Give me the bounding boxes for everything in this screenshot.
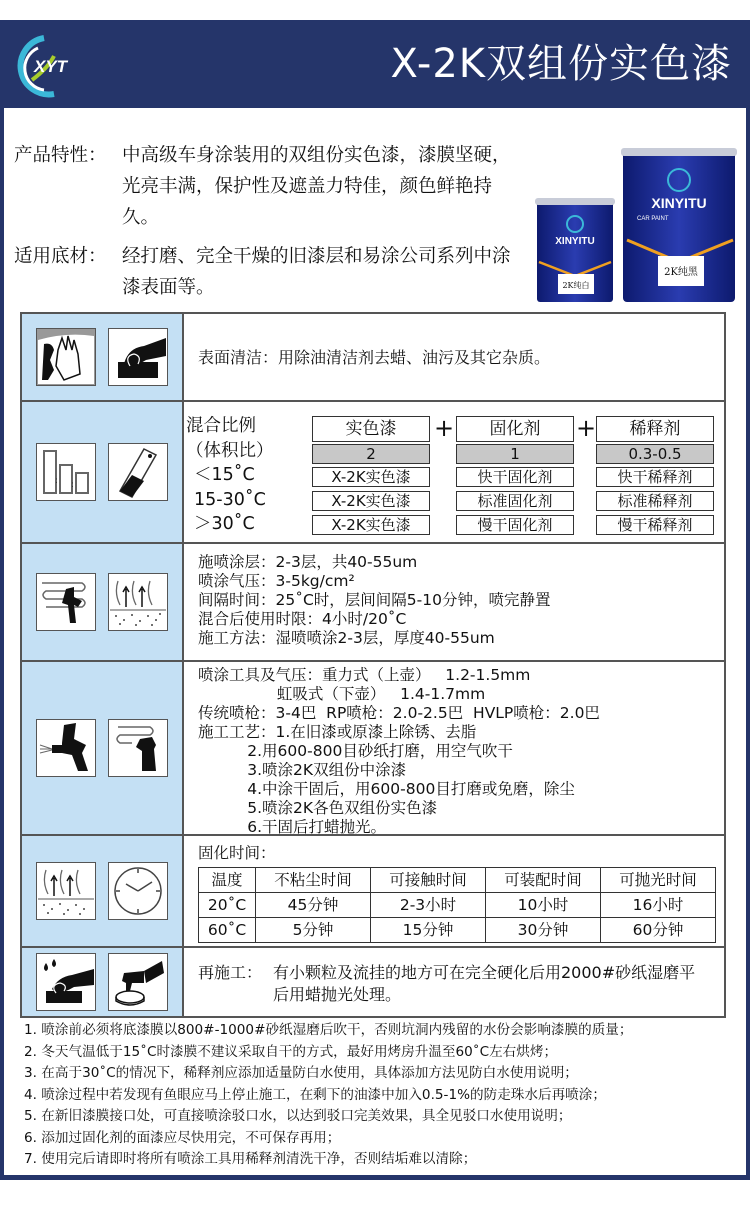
note-item: 5. 在新旧漆膜接口处，可直接喷涂驳口水，以达到驳口完美效果，具全见驳口水使用说明； bbox=[24, 1108, 572, 1124]
gravity-gun-spec: 喷涂工具及气压：重力式（上壶） 1.2-1.5mm bbox=[198, 666, 531, 684]
note-item: 1. 喷涂前必须将底漆膜以800#-1000#砂纸湿磨后吹干，否则坑洞内残留的水份会影响漆膜的质量； bbox=[24, 1022, 633, 1038]
table-cell: 5分钟 bbox=[256, 918, 371, 943]
note-item: 7. 使用完后请即时将所有喷涂工具用稀释剂清洗干净，否则结垢难以清除； bbox=[24, 1151, 477, 1167]
wet-sanding-icon bbox=[36, 953, 96, 1011]
brand-logo bbox=[14, 34, 84, 98]
tools-details bbox=[184, 662, 724, 834]
table-cell: 60分钟 bbox=[601, 918, 716, 943]
temp-mid-label: 15-30˚C bbox=[194, 489, 266, 510]
svg-text:2K纯黑: 2K纯黑 bbox=[664, 267, 698, 278]
note-item: 3. 在高于30˚C的情况下，稀释剂应添加适量防白水使用，具体添加方法见防白水使用说明； bbox=[24, 1065, 578, 1081]
table-cell: 2-3小时 bbox=[371, 893, 486, 918]
table-cell: 16小时 bbox=[601, 893, 716, 918]
mix-header: 稀释剂 bbox=[596, 416, 714, 442]
mixing-ratio bbox=[184, 402, 724, 542]
mix-cell: X-2K实色漆 bbox=[312, 515, 430, 535]
process-step: 3.喷涂2K双组份中涂漆 bbox=[198, 761, 407, 779]
svg-text:XYT: XYT bbox=[34, 57, 68, 76]
mix-ratio-label: 混合比例 bbox=[186, 416, 256, 436]
header bbox=[0, 20, 750, 108]
process-step: 6.干固后打蜡抛光。 bbox=[198, 818, 387, 836]
svg-text::: : bbox=[55, 476, 59, 486]
product-intro bbox=[14, 140, 514, 311]
substrate-row bbox=[14, 241, 514, 303]
table-cell: 15分钟 bbox=[371, 918, 486, 943]
curing-info bbox=[184, 836, 730, 946]
drying-heat-icon bbox=[36, 862, 96, 920]
svg-text:CAR PAINT: CAR PAINT bbox=[637, 216, 669, 222]
header-cell: 可装配时间 bbox=[486, 868, 601, 893]
mix-header: 固化剂 bbox=[456, 416, 574, 442]
table-cell: 45分钟 bbox=[256, 893, 371, 918]
volume-ratio-label: （体积比） bbox=[186, 440, 274, 461]
mix-ratio-value: 0.3-0.5 bbox=[596, 444, 714, 464]
mix-cell: X-2K实色漆 bbox=[312, 491, 430, 511]
section-cleaning bbox=[22, 314, 724, 402]
section-spraying bbox=[22, 544, 724, 662]
process-step: 4.中涂干固后，用600-800目打磨或免磨，除尘 bbox=[198, 780, 575, 798]
features-label: 产品特性： bbox=[14, 145, 107, 166]
rework-row bbox=[198, 962, 710, 1006]
temp-high-label: ＞30˚C bbox=[194, 514, 255, 534]
polishing-icon bbox=[108, 953, 168, 1011]
mix-cell: 标准稀释剂 bbox=[596, 491, 714, 511]
mix-cell: 快干稀释剂 bbox=[596, 467, 714, 487]
process-step: 施工工艺：1.在旧漆或原漆上除锈、去脂 bbox=[198, 723, 477, 741]
clock-icon bbox=[108, 862, 168, 920]
rework-info bbox=[184, 948, 724, 1016]
page-title: X-2K双组份实色漆 bbox=[390, 41, 732, 87]
table-cell: 20˚C bbox=[199, 893, 256, 918]
rework-icons bbox=[22, 948, 184, 1016]
spray-gun-layers-icon bbox=[36, 573, 96, 631]
note-item: 6. 添加过固化剂的面漆应尽快用完，不可保存再用； bbox=[24, 1129, 341, 1146]
mix-ratio-value: 1 bbox=[456, 444, 574, 464]
interval-time: 间隔时间：25˚C时，层间间隔5-10分钟，喷完静置 bbox=[198, 591, 551, 609]
mix-cell: X-2K实色漆 bbox=[312, 467, 430, 487]
header-cell: 温度 bbox=[199, 868, 256, 893]
mixing-labels bbox=[186, 414, 274, 537]
header-cell: 可抛光时间 bbox=[601, 868, 716, 893]
application-method: 施工方法：湿喷喷涂2-3层，厚度40-55um bbox=[198, 629, 495, 647]
ratio-bars-icon bbox=[36, 443, 96, 501]
section-rework bbox=[22, 948, 724, 1016]
mix-column-paint bbox=[312, 416, 430, 539]
cleaning-icons bbox=[22, 314, 184, 400]
features-row bbox=[14, 140, 514, 233]
spraying-icons bbox=[22, 544, 184, 660]
mix-cell: 标准固化剂 bbox=[456, 491, 574, 511]
svg-text:2K纯白: 2K纯白 bbox=[562, 281, 590, 290]
plus-sign: + bbox=[576, 414, 597, 442]
table-cell: 30分钟 bbox=[486, 918, 601, 943]
table-row bbox=[199, 893, 716, 918]
spraying-details bbox=[184, 544, 724, 660]
mix-cell: 快干固化剂 bbox=[456, 467, 574, 487]
table-cell: 10小时 bbox=[486, 893, 601, 918]
curing-header-row bbox=[199, 868, 716, 893]
svg-text:XINYITU: XINYITU bbox=[555, 236, 595, 247]
curing-title: 固化时间： bbox=[198, 844, 276, 862]
header-cell: 可接触时间 bbox=[371, 868, 486, 893]
mix-column-hardener bbox=[456, 416, 574, 539]
hand-sponge-icon bbox=[108, 328, 168, 386]
substrate-text: 经打磨、完全干燥的旧漆层和易涂公司系列中涂漆表面等。 bbox=[122, 246, 511, 298]
mix-cell: 慢干固化剂 bbox=[456, 515, 574, 535]
product-image bbox=[525, 140, 740, 305]
aerosol-can-icon bbox=[108, 719, 168, 777]
mixing-stick-icon bbox=[108, 443, 168, 501]
note-item: 2. 冬天气温低于15˚C时漆膜不建议采取自干的方式，最好用烤房升温至60˚C左右烘烤； bbox=[24, 1043, 558, 1060]
temp-low-label: ＜15˚C bbox=[194, 465, 255, 485]
coat-layers: 施喷涂层：2-3层，共40-55um bbox=[198, 553, 418, 571]
plus-sign: + bbox=[434, 414, 455, 442]
rework-text: 有小颗粒及流挂的地方可在完全硬化后用2000#砂纸湿磨平后用蜡抛光处理。 bbox=[273, 963, 696, 1004]
process-step: 2.用600-800目砂纸打磨，用空气吹干 bbox=[198, 742, 513, 760]
mixing-icons bbox=[22, 402, 184, 542]
spray-gun-icon bbox=[36, 719, 96, 777]
svg-text:XINYITU: XINYITU bbox=[651, 195, 707, 211]
evaporation-icon bbox=[108, 573, 168, 631]
section-mixing bbox=[22, 402, 724, 544]
mix-column-thinner bbox=[596, 416, 714, 539]
rework-label: 再施工： bbox=[198, 963, 263, 982]
features-text: 中高级车身涂装用的双组份实色漆，漆膜坚硬，光亮丰满，保护性及遮盖力特佳，颜色鲜艳持久。 bbox=[122, 145, 511, 228]
substrate-label: 适用底材： bbox=[14, 246, 107, 267]
notes-list bbox=[24, 1020, 734, 1171]
table-cell: 60˚C bbox=[199, 918, 256, 943]
cleaning-text: 表面清洁：用除油清洁剂去蜡、油污及其它杂质。 bbox=[198, 347, 551, 367]
svg-text::: : bbox=[71, 480, 75, 490]
spray-pressure: 喷涂气压：3-5kg/cm² bbox=[198, 572, 355, 590]
wipe-surface-icon bbox=[36, 328, 96, 386]
curing-table bbox=[198, 867, 716, 943]
siphon-gun-spec: 虹吸式（下壶） 1.4-1.7mm bbox=[198, 685, 486, 703]
mix-ratio-value: 2 bbox=[312, 444, 430, 464]
table-row bbox=[199, 918, 716, 943]
mix-cell: 慢干稀释剂 bbox=[596, 515, 714, 535]
header-cell: 不粘尘时间 bbox=[256, 868, 371, 893]
pot-life: 混合后使用时限：4小时/20˚C bbox=[198, 610, 407, 628]
tools-icons bbox=[22, 662, 184, 834]
process-step: 5.喷涂2K各色双组份实色漆 bbox=[198, 799, 438, 817]
note-item: 4. 喷涂过程中若发现有鱼眼应马上停止施工，在剩下的油漆中加入0.5-1%的防走珠水后再喷涂； bbox=[24, 1086, 606, 1103]
mix-header: 实色漆 bbox=[312, 416, 430, 442]
section-tools bbox=[22, 662, 724, 836]
curing-icons bbox=[22, 836, 184, 946]
instructions-table bbox=[20, 312, 726, 1018]
gun-pressure: 传统喷枪：3-4巴 RP喷枪：2.0-2.5巴 HVLP喷枪：2.0巴 bbox=[198, 704, 600, 722]
section-curing bbox=[22, 836, 724, 948]
